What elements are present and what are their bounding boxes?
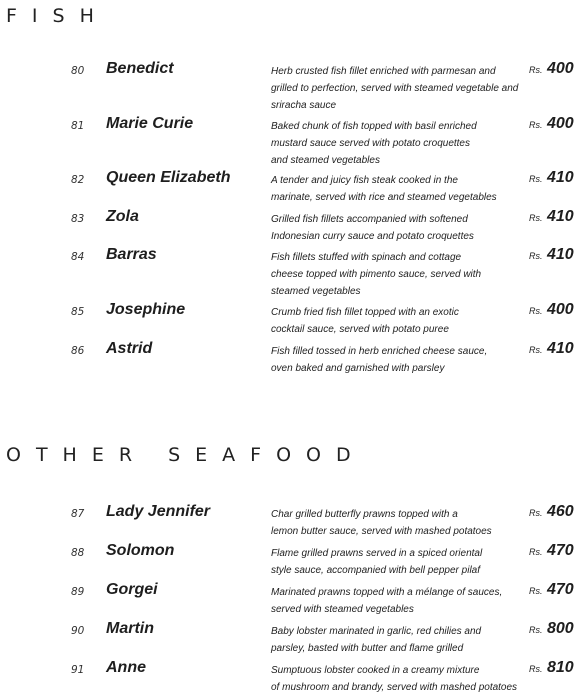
desc-line: Fish fillets stuffed with spinach and cottage [271,252,462,263]
item-description [271,343,526,377]
desc-line: and steamed vegetables [271,155,380,166]
item-number: 87 [71,508,85,520]
item-name: Lady Jennifer [106,503,211,520]
item-description [271,584,526,618]
desc-line: steamed vegetables [271,286,361,297]
currency: Rs. [529,174,543,184]
item-number: 82 [71,174,85,186]
desc-line: lemon butter sauce, served with mashed potatoes [271,526,492,537]
item-name: Benedict [106,60,174,77]
item-description [271,249,526,300]
price-amount: 460 [546,503,574,520]
item-name: Barras [106,246,157,263]
price-amount: 410 [546,208,574,225]
section-title-fish: FISH [6,5,109,27]
desc-line: sriracha sauce [271,100,337,111]
desc-line: parsley, basted with butter and flame grilled [271,643,464,654]
currency: Rs. [529,65,543,75]
desc-line: Sumptuous lobster cooked in a creamy mixture [271,665,480,676]
currency: Rs. [529,251,543,261]
item-description [271,118,526,169]
desc-line: oven baked and garnished with parsley [271,363,445,374]
price-amount: 410 [546,340,574,357]
item-description [271,545,526,579]
currency: Rs. [529,586,543,596]
item-price [529,169,574,187]
item-number: 84 [71,251,85,263]
item-description [271,63,526,114]
currency: Rs. [529,345,543,355]
currency: Rs. [529,547,543,557]
item-number: 85 [71,306,85,318]
price-amount: 400 [546,60,574,77]
item-description [271,304,526,338]
desc-line: cheese topped with pimento sauce, served with [271,269,482,280]
desc-line: Baked chunk of fish topped with basil enriched [271,121,477,132]
item-number: 91 [71,664,85,676]
item-number: 89 [71,586,85,598]
item-number: 81 [71,120,85,132]
desc-line: Grilled fish fillets accompanied with softened [271,214,468,225]
item-description [271,211,526,245]
currency: Rs. [529,213,543,223]
price-amount: 470 [546,542,574,559]
desc-line: Baby lobster marinated in garlic, red chilies and [271,626,482,637]
item-name: Gorgei [106,581,158,598]
item-name: Anne [106,659,146,676]
currency: Rs. [529,120,543,130]
desc-line: Fish filled tossed in herb enriched cheese sauce, [271,346,488,357]
currency: Rs. [529,508,543,518]
desc-line: A tender and juicy fish steak cooked in the [271,175,458,186]
item-number: 90 [71,625,85,637]
item-name: Astrid [106,340,153,357]
price-amount: 800 [546,620,574,637]
desc-line: served with steamed vegetables [271,604,414,615]
item-price [529,340,574,358]
price-amount: 810 [546,659,574,676]
item-number: 88 [71,547,85,559]
item-description [271,172,526,206]
desc-line: of mushroom and brandy, served with mashed potatoes [271,682,518,693]
item-price [529,620,574,638]
item-number: 86 [71,345,85,357]
price-amount: 410 [546,246,574,263]
item-price [529,115,574,133]
item-price [529,542,574,560]
desc-line: Flame grilled prawns served in a spiced oriental [271,548,483,559]
currency: Rs. [529,664,543,674]
item-name: Solomon [106,542,175,559]
currency: Rs. [529,306,543,316]
item-name: Marie Curie [106,115,194,132]
item-name: Martin [106,620,154,637]
desc-line: style sauce, accompanied with bell pepper pilaf [271,565,481,576]
price-amount: 470 [546,581,574,598]
item-number: 83 [71,213,85,225]
item-price [529,581,574,599]
desc-line: cocktail sauce, served with potato puree [271,324,449,335]
desc-line: marinate, served with rice and steamed vegetables [271,192,497,203]
item-price [529,659,574,677]
desc-line: Char grilled butterfly prawns topped with a [271,509,458,520]
desc-line: Indonesian curry sauce and potato croquettes [271,231,474,242]
currency: Rs. [529,625,543,635]
item-name: Zola [106,208,139,225]
section-title-other-seafood: OTHER SEAFOOD [6,444,366,466]
item-description [271,623,526,657]
price-amount: 410 [546,169,574,186]
item-price [529,503,574,521]
item-price [529,301,574,319]
price-amount: 400 [546,301,574,318]
item-price [529,60,574,78]
item-price [529,208,574,226]
desc-line: Marinated prawns topped with a mélange of sauces, [271,587,503,598]
item-name: Queen Elizabeth [106,169,231,186]
item-number: 80 [71,65,85,77]
item-description [271,662,526,696]
price-amount: 400 [546,115,574,132]
desc-line: Crumb fried fish fillet topped with an exotic [271,307,459,318]
desc-line: Herb crusted fish fillet enriched with parmesan and [271,66,496,77]
item-price [529,246,574,264]
desc-line: mustard sauce served with potato croquettes [271,138,470,149]
item-name: Josephine [106,301,186,318]
item-description [271,506,526,540]
desc-line: grilled to perfection, served with steamed vegetable and [271,83,519,94]
